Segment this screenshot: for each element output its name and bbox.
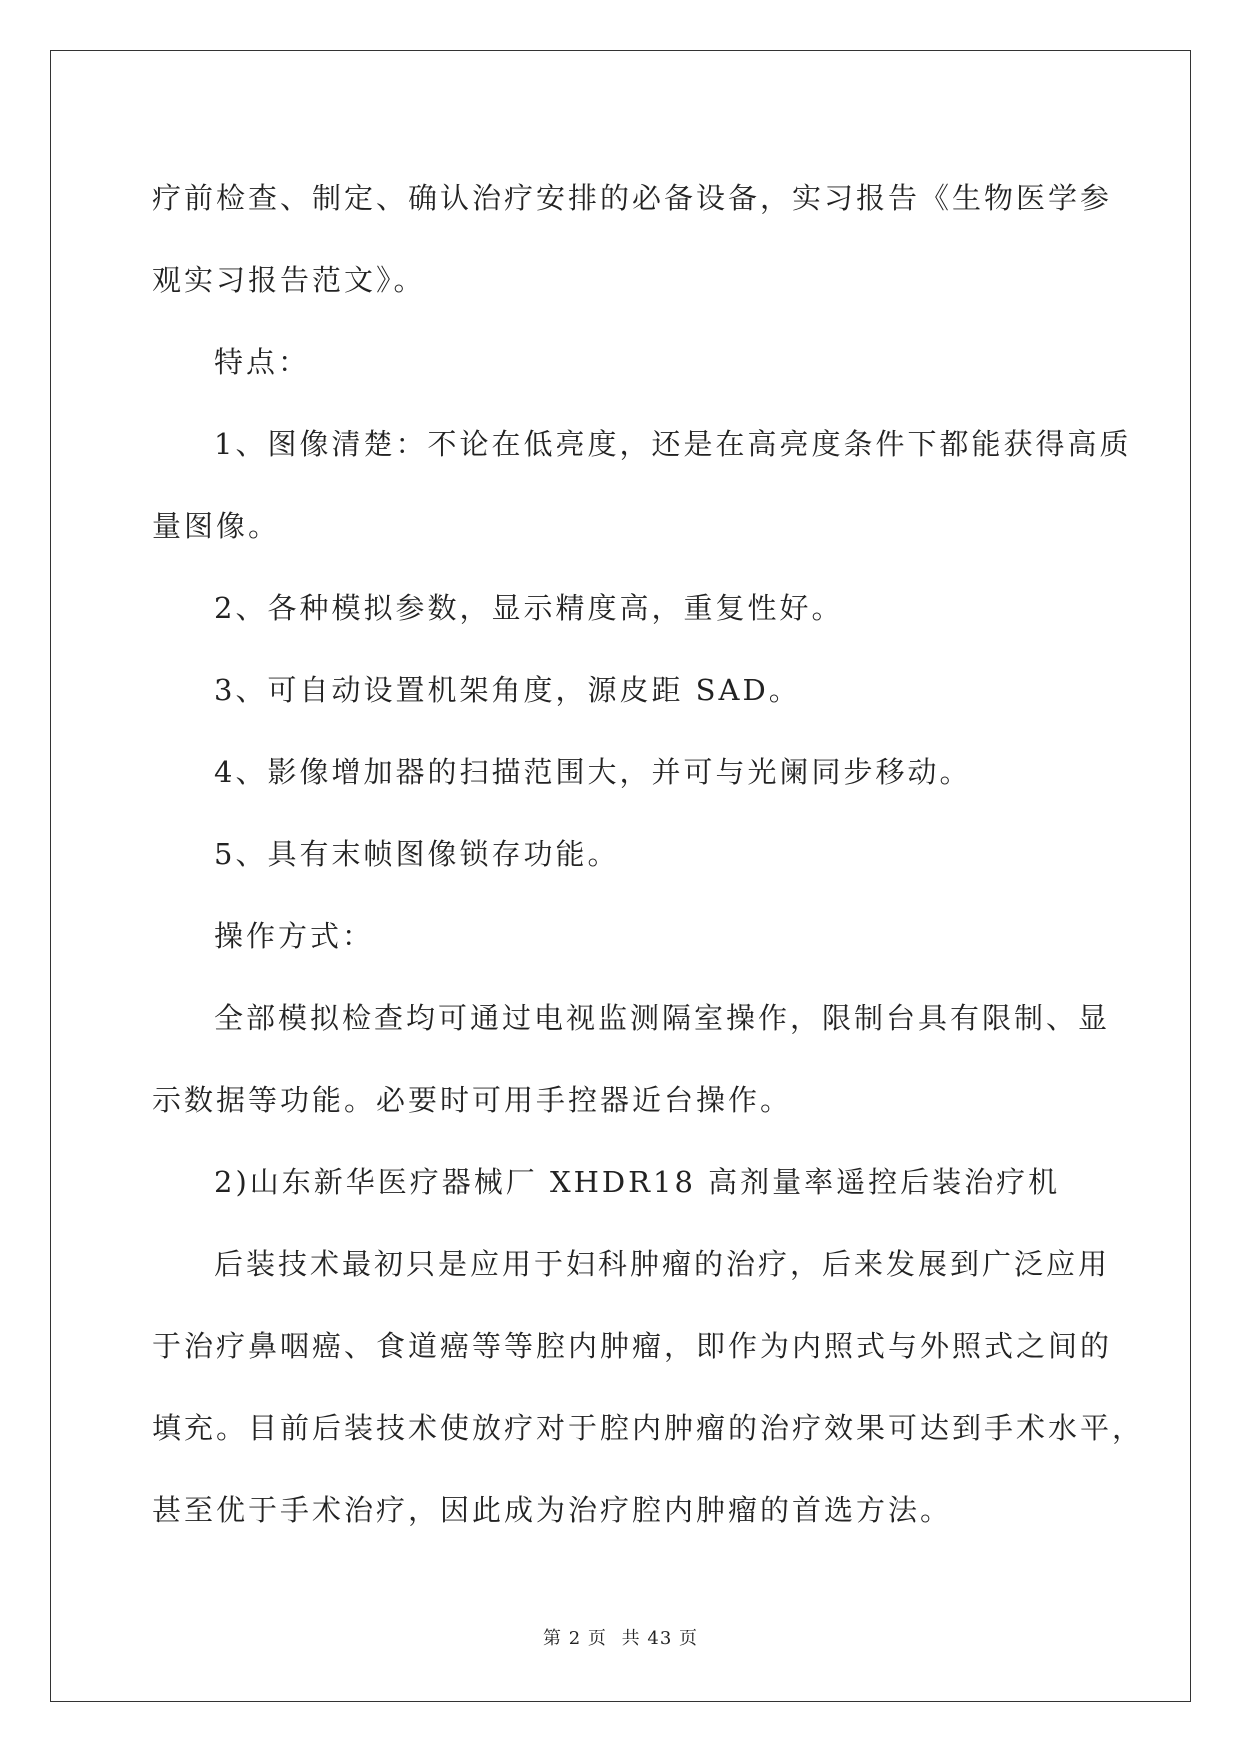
section-heading-operation: 操作方式： — [214, 919, 375, 953]
page-footer — [0, 1624, 1241, 1650]
paragraph-line: 全部模拟检查均可通过电视监测隔室操作，限制台具有限制、显 — [214, 1001, 1111, 1035]
list-item: 3、可自动设置机架角度，源皮距 SAD。 — [214, 673, 801, 707]
document-body — [152, 157, 1145, 1551]
list-item: 1、图像清楚：不论在低亮度，还是在高亮度条件下都能获得高质 — [214, 427, 1132, 461]
list-item: 4、影像增加器的扫描范围大，并可与光阑同步移动。 — [214, 755, 972, 789]
paragraph-line: 示数据等功能。必要时可用手控器近台操作。 — [152, 1083, 793, 1117]
paragraph-line: 甚至优于手术治疗，因此成为治疗腔内肿瘤的首选方法。 — [152, 1493, 953, 1527]
paragraph-line: 疗前检查、制定、确认治疗安排的必备设备，实习报告《生物医学参 — [152, 181, 1113, 215]
section-heading-device: 2)山东新华医疗器械厂 XHDR18 高剂量率遥控后装治疗机 — [214, 1165, 1061, 1199]
list-item-continuation: 量图像。 — [152, 509, 281, 543]
paragraph-line: 于治疗鼻咽癌、食道癌等等腔内肿瘤，即作为内照式与外照式之间的 — [152, 1329, 1113, 1363]
page-total: 共 43 页 — [621, 1628, 698, 1649]
section-heading-features: 特点： — [214, 345, 311, 379]
page-number: 第 2 页 — [543, 1628, 607, 1649]
paragraph-line: 观实习报告范文》。 — [152, 263, 426, 297]
list-item: 2、各种模拟参数，显示精度高，重复性好。 — [214, 591, 844, 625]
paragraph-line: 后装技术最初只是应用于妇科肿瘤的治疗，后来发展到广泛应用 — [214, 1247, 1111, 1281]
paragraph-line: 填充。目前后装技术使放疗对于腔内肿瘤的治疗效果可达到手术水平， — [152, 1411, 1145, 1445]
list-item: 5、具有末帧图像锁存功能。 — [214, 837, 620, 871]
